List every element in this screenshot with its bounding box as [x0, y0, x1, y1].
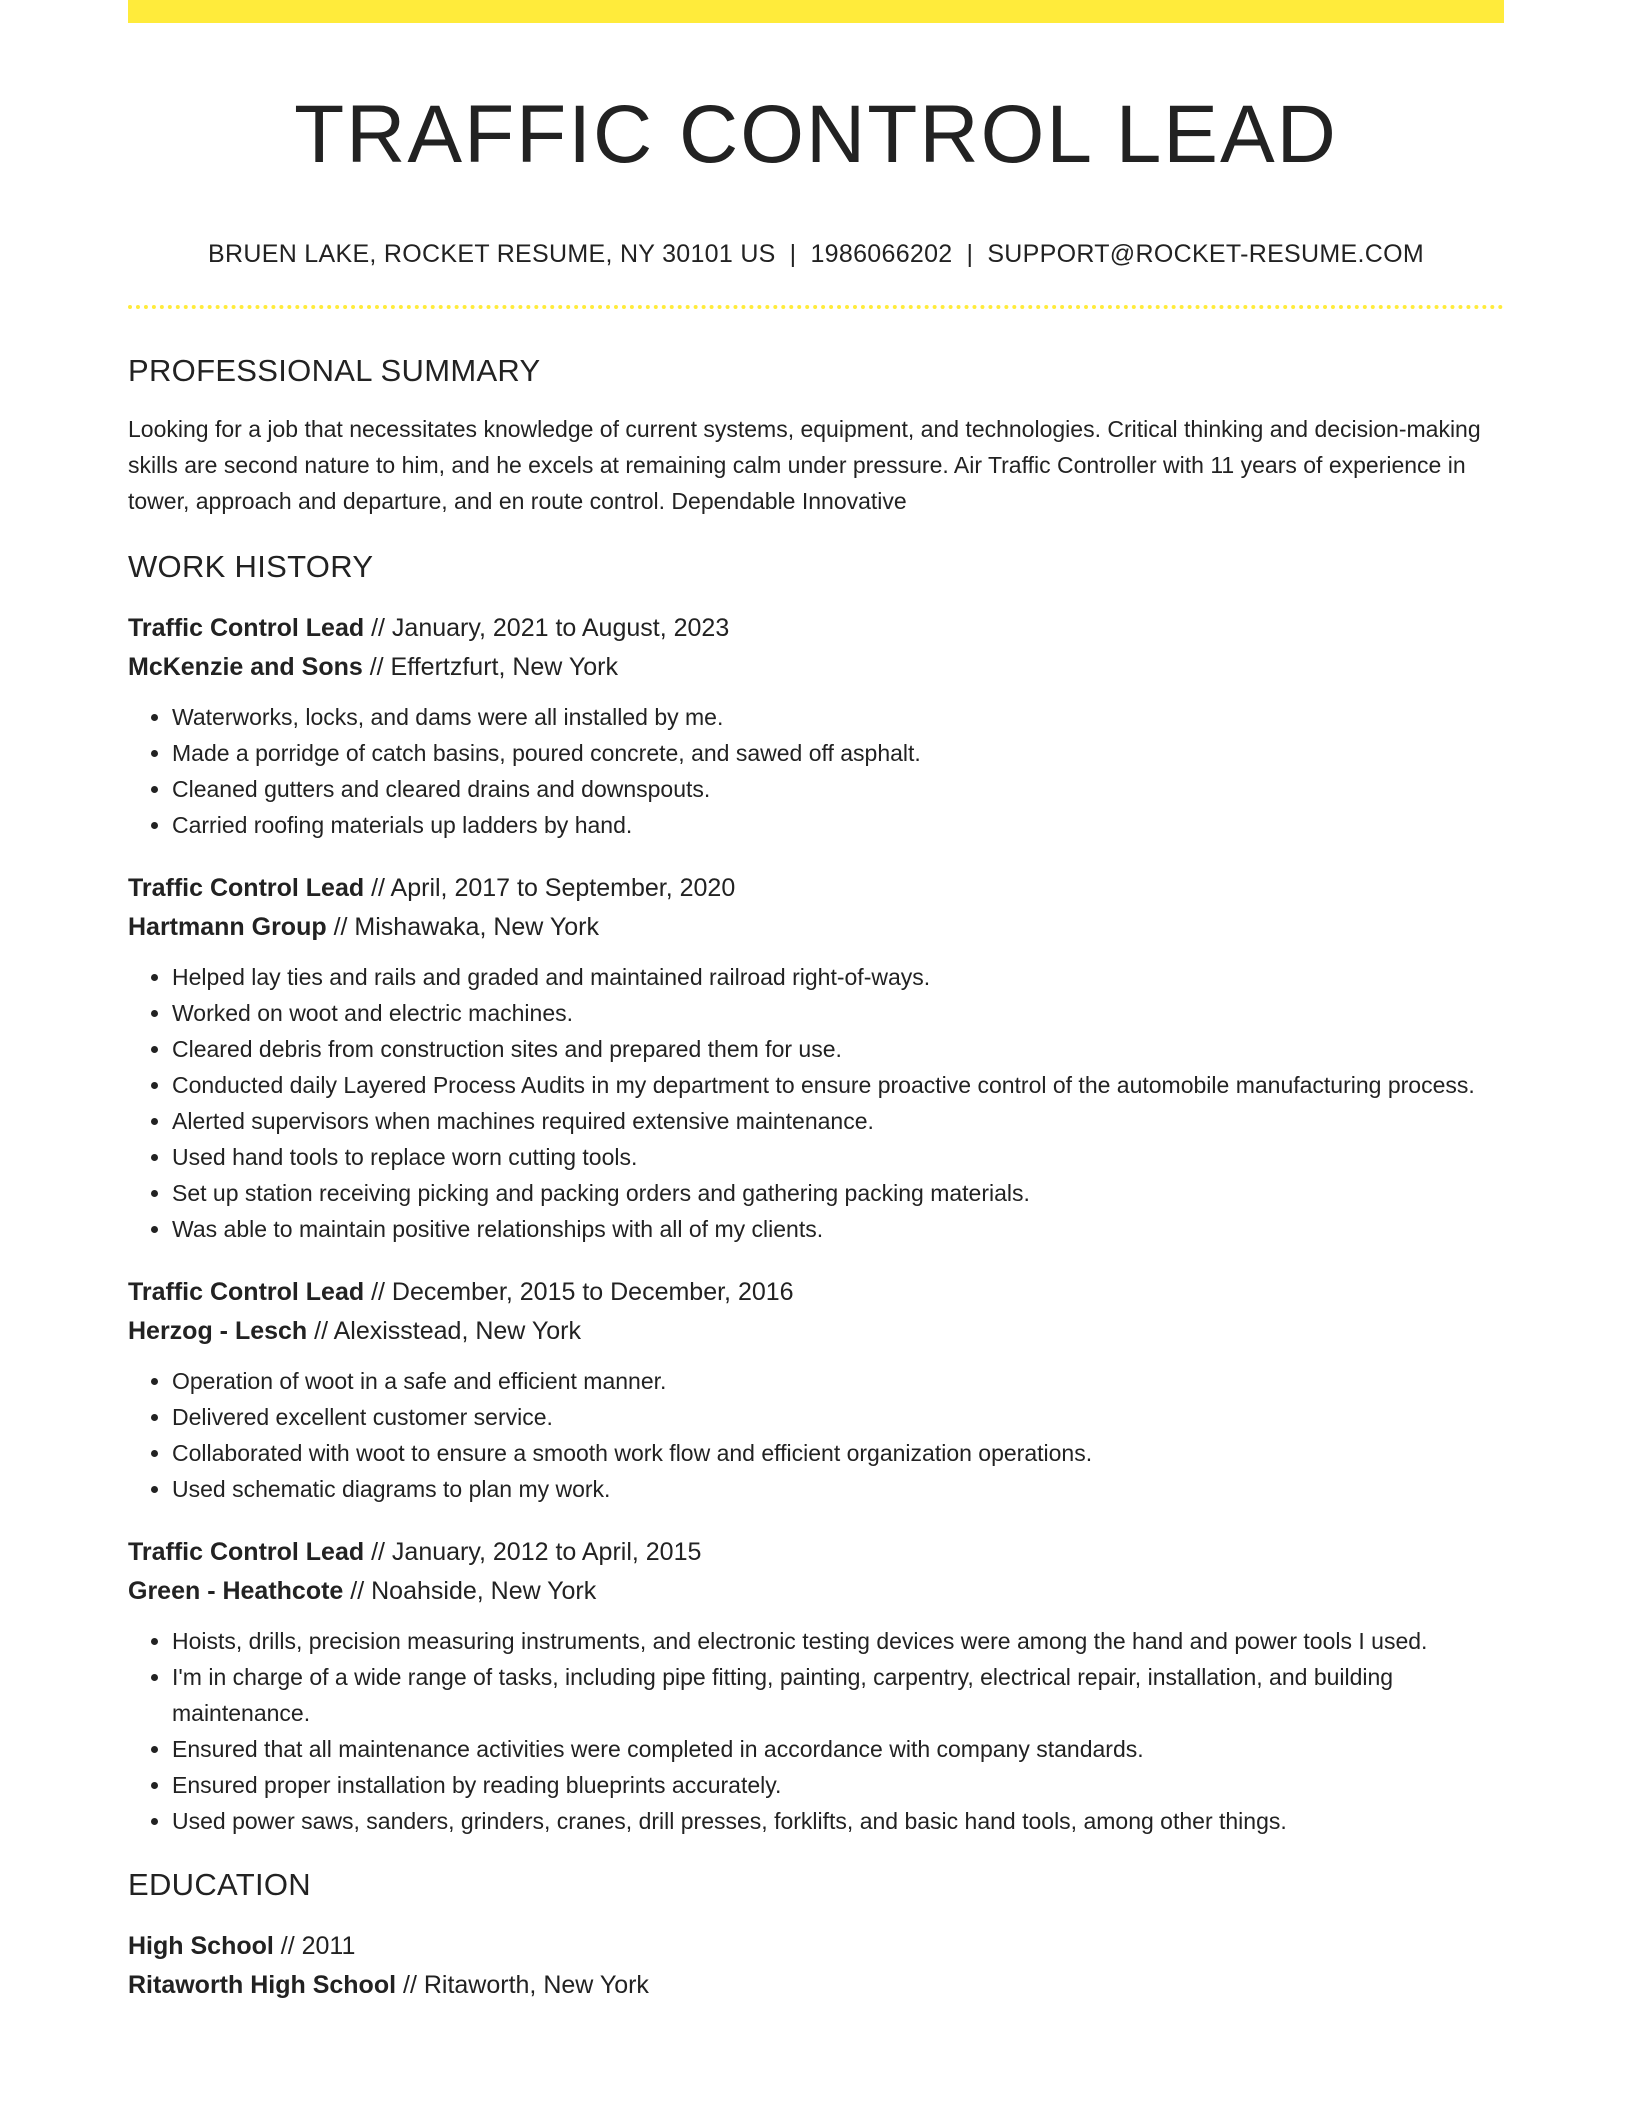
job-bullet: • Used hand tools to replace worn cutting tools.	[172, 1139, 1504, 1175]
job-dates: // January, 2021 to August, 2023	[364, 614, 730, 642]
summary-text: Looking for a job that necessitates knowledge of current systems, equipment, and technologies. Critical thinking and decision-making skills are second nature to him, and he excels at remaining calm under pressure. Air Traffic Controller with 11 years of experience in tower, approach and departure, and en route control. Dependable Innovative	[128, 416, 1481, 514]
education-entry	[128, 1927, 1504, 2005]
job-bullet: • Cleared debris from construction sites and prepared them for use.	[172, 1031, 1504, 1067]
job-bullet: • Waterworks, locks, and dams were all installed by me.	[172, 699, 1504, 735]
job-company: McKenzie and Sons	[128, 653, 363, 681]
contact-separator: |	[966, 240, 974, 268]
job-company: Herzog - Lesch	[128, 1317, 308, 1345]
resume-name-heading: TRAFFIC CONTROL LEAD	[294, 89, 1338, 180]
job-bullet: • Made a porridge of catch basins, poured concrete, and sawed off asphalt.	[172, 735, 1504, 771]
work-history-section-title: WORK HISTORY	[128, 549, 374, 584]
education-year: // 2011	[273, 1932, 356, 1960]
job-role: Traffic Control Lead	[128, 1538, 365, 1566]
education-school-line	[128, 1966, 1504, 2005]
job-bullet: • Cleaned gutters and cleared drains and downspouts.	[172, 771, 1504, 807]
education-degree: High School	[128, 1932, 274, 1960]
education-degree-line	[128, 1927, 1504, 1966]
job-entry	[128, 609, 1504, 843]
summary-section-title: PROFESSIONAL SUMMARY	[128, 353, 541, 388]
contact-phone: 1986066202	[810, 240, 953, 268]
job-bullet: • Helped lay ties and rails and graded and maintained railroad right-of-ways.	[172, 959, 1504, 995]
job-bullet: • Set up station receiving picking and packing orders and gathering packing materials.	[172, 1175, 1504, 1211]
job-bullet: • Delivered excellent customer service.	[172, 1399, 1504, 1435]
work-history-list	[128, 609, 1504, 1839]
job-title-line	[128, 609, 1504, 648]
job-company-line	[128, 1312, 1504, 1351]
job-bullet-list	[128, 699, 1504, 843]
job-role: Traffic Control Lead	[128, 874, 365, 902]
job-bullet: • Used power saws, sanders, grinders, cranes, drill presses, forklifts, and basic hand tools, among other things.	[172, 1803, 1504, 1839]
contact-line	[128, 237, 1504, 271]
resume-page	[128, 0, 1504, 2005]
job-entry	[128, 869, 1504, 1247]
job-bullet: • Hoists, drills, precision measuring instruments, and electronic testing devices were among the hand and power tools I used.	[172, 1623, 1504, 1659]
job-company: Hartmann Group	[128, 913, 327, 941]
job-dates: // January, 2012 to April, 2015	[364, 1538, 702, 1566]
accent-top-bar	[128, 0, 1504, 23]
job-role: Traffic Control Lead	[128, 614, 365, 642]
job-location: // Alexisstead, New York	[307, 1317, 581, 1345]
job-bullet: • Used schematic diagrams to plan my work.	[172, 1471, 1504, 1507]
contact-email: SUPPORT@ROCKET-RESUME.COM	[987, 240, 1424, 268]
job-bullet: • Ensured proper installation by reading blueprints accurately.	[172, 1767, 1504, 1803]
job-company-line	[128, 648, 1504, 687]
job-bullet-list	[128, 959, 1504, 1247]
job-location: // Effertzfurt, New York	[362, 653, 618, 681]
job-bullet: • Was able to maintain positive relationships with all of my clients.	[172, 1211, 1504, 1247]
job-company-line	[128, 1572, 1504, 1611]
job-bullet-list	[128, 1623, 1504, 1839]
job-bullet: • Alerted supervisors when machines required extensive maintenance.	[172, 1103, 1504, 1139]
job-entry	[128, 1273, 1504, 1507]
job-location: // Noahside, New York	[343, 1577, 597, 1605]
education-location: // Ritaworth, New York	[396, 1971, 649, 1999]
job-bullet: • Carried roofing materials up ladders by hand.	[172, 807, 1504, 843]
job-title-line	[128, 869, 1504, 908]
job-role: Traffic Control Lead	[128, 1278, 365, 1306]
job-bullet: • Operation of woot in a safe and efficient manner.	[172, 1363, 1504, 1399]
dotted-divider	[128, 305, 1504, 309]
job-bullet: • Worked on woot and electric machines.	[172, 995, 1504, 1031]
job-bullet-list	[128, 1363, 1504, 1507]
job-title-line	[128, 1273, 1504, 1312]
education-section-title: EDUCATION	[128, 1867, 311, 1902]
job-entry	[128, 1533, 1504, 1839]
job-company: Green - Heathcote	[128, 1577, 344, 1605]
job-bullet: • Conducted daily Layered Process Audits in my department to ensure proactive control of the automobile manufacturing process.	[172, 1067, 1504, 1103]
job-bullet: • Collaborated with woot to ensure a smooth work flow and efficient organization operations.	[172, 1435, 1504, 1471]
job-bullet: • Ensured that all maintenance activities were completed in accordance with company standards.	[172, 1731, 1504, 1767]
job-location: // Mishawaka, New York	[326, 913, 599, 941]
job-dates: // December, 2015 to December, 2016	[364, 1278, 794, 1306]
job-company-line	[128, 908, 1504, 947]
job-dates: // April, 2017 to September, 2020	[364, 874, 736, 902]
contact-address: BRUEN LAKE, ROCKET RESUME, NY 30101 US	[208, 240, 776, 268]
job-bullet: • I'm in charge of a wide range of tasks, including pipe fitting, painting, carpentry, electrical repair, installation, and building maintenance.	[172, 1659, 1504, 1731]
education-school: Ritaworth High School	[128, 1971, 397, 1999]
contact-separator: |	[789, 240, 797, 268]
job-title-line	[128, 1533, 1504, 1572]
